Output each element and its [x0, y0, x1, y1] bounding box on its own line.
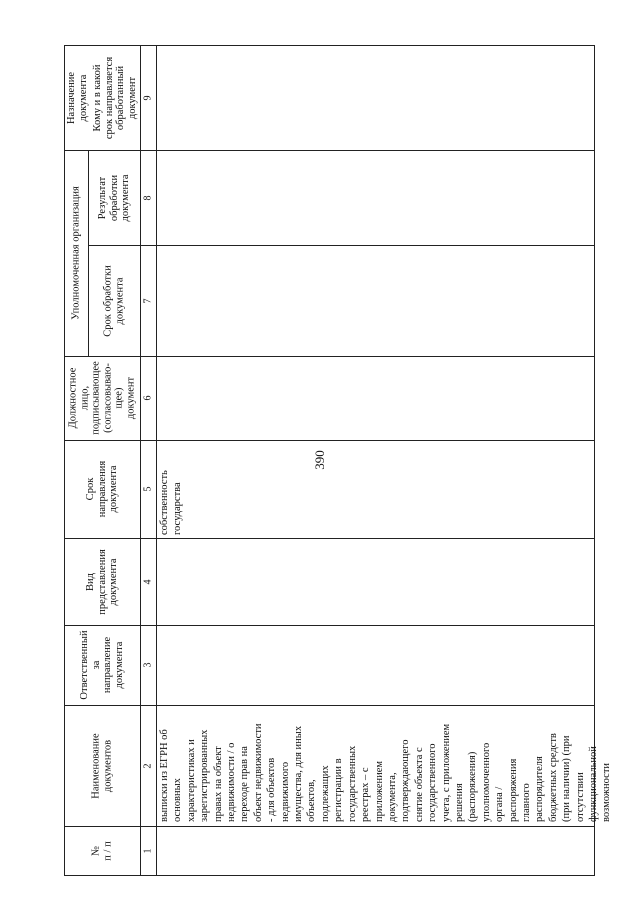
row-name-line: главного	[520, 783, 532, 822]
row-name-line: недвижимого	[279, 761, 291, 822]
row-name-line: отсутствии	[574, 772, 586, 822]
row-name-line: объект недвижимости	[252, 723, 264, 822]
header-col3-line: за	[90, 660, 102, 670]
row-name-line: подтверждающего	[400, 739, 412, 822]
header-col4	[64, 538, 140, 625]
colnum-1: 1	[142, 848, 154, 853]
header-col8-line: обработки	[108, 174, 120, 221]
row-name-line: недвижимости / о	[226, 742, 238, 822]
header-col6-line: подписывающее	[90, 361, 102, 435]
header-group-authorized-text: Уполномоченная организация	[70, 186, 82, 320]
header-col5-line: Срок	[84, 477, 96, 501]
row-deadline-line: собственность	[159, 470, 170, 535]
row-name-cell	[158, 707, 614, 822]
header-col1-line: п / п	[102, 840, 113, 861]
row-name-line: (распоряжения)	[467, 751, 479, 822]
row-name-line: переходе прав на	[239, 746, 251, 822]
header-col4-line: представления	[96, 548, 108, 615]
header-col1	[64, 826, 140, 875]
header-col8-line: документа	[119, 174, 131, 221]
row-name-line: документа,	[386, 772, 398, 822]
header-col5	[64, 440, 140, 538]
row-name-line: основных	[172, 778, 184, 822]
header-col9	[64, 45, 140, 150]
row-name-line: характеристиках и	[185, 739, 197, 822]
header-col6-line: лицо,	[79, 385, 90, 411]
header-col9-line: срок направляется	[103, 56, 115, 139]
row-name-line: распоряжения	[507, 758, 519, 822]
row-name-line: возможности	[601, 762, 613, 822]
header-group-authorized	[64, 150, 88, 356]
header-col3-line: Ответственный	[79, 630, 90, 700]
row-name-line: учета, с приложением	[440, 723, 452, 822]
header-col7-line: документа	[114, 277, 125, 324]
row-name-line: распорядителя	[534, 756, 546, 822]
row-name-line: выписки из ЕГРН об	[159, 729, 170, 822]
row-name-line: государственного	[427, 743, 439, 822]
row-name-line: зарегистрированных	[199, 729, 211, 822]
header-col2-line: Наименование	[90, 732, 102, 799]
header-col7-line: Срок обработки	[102, 264, 114, 337]
header-col8	[88, 150, 140, 245]
header-col2-line: документов	[102, 739, 113, 792]
header-col9-line: документ	[126, 76, 138, 119]
header-col6-line: (согласовываю-	[102, 363, 113, 433]
page-number-text: 390	[312, 450, 327, 470]
row-name-line: функциональной	[588, 746, 599, 822]
row-deadline-cell	[158, 440, 185, 535]
header-col3-line: направление	[102, 636, 113, 694]
header-col1-line: №	[90, 845, 102, 856]
header-col8-line: Результат	[96, 176, 108, 219]
row-name-line: органа /	[494, 786, 506, 822]
header-col6-line: Должностное	[67, 367, 79, 429]
header-col9-line: Кому и в какой	[92, 64, 103, 131]
row-name-line: регистрации в	[333, 758, 345, 822]
colnum-8: 8	[142, 195, 154, 200]
row-name-line: имущества, для иных	[293, 725, 305, 822]
colnum-7: 7	[142, 298, 154, 303]
header-col5-line: документа	[107, 465, 119, 513]
header-col5-line: направления	[96, 460, 108, 518]
header-col3-line: документа	[113, 641, 125, 689]
header-col9-line: обработанный	[115, 65, 126, 130]
row-name-line: реестрах – с	[360, 767, 372, 822]
row-name-line: приложением	[373, 760, 385, 822]
row-name-line: решения	[453, 783, 465, 822]
header-col4-line: документа	[107, 558, 119, 605]
header-col6-line: щее)	[113, 387, 125, 409]
row-name-line: подлежащих	[319, 765, 331, 822]
row-name-line: (при наличии) (при	[561, 735, 573, 822]
header-col6	[64, 356, 140, 440]
header-col4-line: Вид	[84, 572, 96, 591]
header-col9-top-line: документа	[77, 74, 89, 121]
header-col3	[64, 625, 140, 705]
colnum-5: 5	[142, 486, 154, 492]
colnum-4: 4	[142, 579, 154, 584]
header-col2	[64, 705, 140, 826]
colnum-9: 9	[142, 95, 154, 100]
row-name-line: снятие объекта с	[413, 747, 425, 822]
row-name-line: государственных	[346, 745, 358, 822]
row-name-line: объектов,	[306, 779, 318, 822]
header-col9-top-line: Назначение	[66, 71, 77, 124]
row-deadline-line: государства	[172, 482, 184, 535]
row-number-cell	[156, 826, 594, 875]
row-name-line: бюджетных средств	[547, 733, 559, 822]
colnum-2: 2	[142, 763, 154, 768]
row-name-line: правах на объект	[212, 746, 224, 822]
colnum-6: 6	[142, 395, 154, 401]
colnum-3: 3	[142, 662, 154, 668]
header-col7	[88, 245, 140, 356]
header-col6-line: документ	[125, 376, 136, 420]
row-name-line: - для объектов	[266, 757, 278, 822]
row-name-line: уполномоченного	[480, 742, 492, 822]
